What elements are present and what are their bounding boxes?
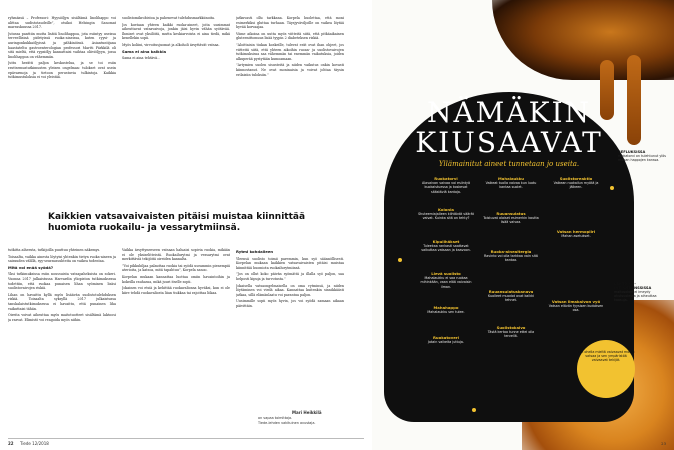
marker-dot	[472, 408, 476, 412]
organ-note: Ruokatorvi Alavaivan vaivaa voi esiintyä kuokaistuessa ja koskevat säästäviä kantoja.	[422, 176, 470, 194]
col3-subhead: Rytmi kohdalleen	[236, 249, 274, 254]
chocolate-drip	[627, 55, 641, 145]
marker-dot	[398, 258, 402, 262]
byline-extra: Tiede-lehden vakituinen avustaja.	[258, 421, 316, 425]
col2-top-text: suolistomikrobistoa ja pahenevat tulehdusmarkkiinoita. Jos koetaan yhteen kaikki ruoka-aineet, joita uusimmat aiheuttavat vatsavaivoja, jonkin jäisi hyvin vähän syötävää. Ihmiset ovat yksilöitä, mutta keskiarvoista ei aina tiedä, mikä kenellekin sopii. Myös koliini, virvoitusjuomat ja alkoholi ärsyttävät vatsaa. Sama ei aina kaikkia Sama ei aina tehtävä…	[122, 16, 230, 61]
col1-bottom-text: tutkitta aiheesta, tutkijoilla puuttuu yhteinen näkemys. Toisaalta, vaikka ainesta löytyisi yhtenkin tietyn ruoka-aineen ja sairauden välillä, syy-seuraussuhteita on vaikea todentaa. Mitä voi enää syödä? Yksi tutkimuksissa esiin noussuista vatsapaheksista on sokeri. Vuonna 2017 julkaistussa Harvardin yliopiston tutkimuksessa todettiin, että ruokaa punaisen lihan syöminen lisäsi suolistovaivojen riskiä. Lihan on havaittu kyllä myös lisäävän suolistotulehduksen riskiä. Toisaalta syksyllä 2017 julkaistussa tanskalaistutkimuksessa ei havaittu, että punainen liha vaikuttaisi tähän. Oireita voivat aiheuttaa myös maitotuotteet sisältämä laktoosi ja rasvat. Elimistö voi reagoida myös niihin.	[8, 248, 116, 322]
reflux-caption: REFLUKSISSA ruokatorvi on tulehtunut ylös mahan happojen kanssa.	[618, 150, 666, 162]
page-number-right: 23	[661, 441, 666, 446]
yellow-callout: Ilon ohella mieltä vaivaavat monet vatsaa ja sen ympäristöä vaivaavat tekijät.	[577, 340, 635, 398]
organ-note: Lievä suolisto Mahalaukku ei saa ruokaa mihinkään, vaan elää vaivaisin ilman.	[420, 271, 472, 289]
headline: Kaikkien vatsavaivaisten pitäisi muistaa kiinnittää huomiota ruokailu- ja vessarytmiinsä.	[48, 212, 306, 233]
page-number-left: 22	[8, 441, 14, 446]
organ-note: Ruokatoveri Jotain vaikeita juttuja.	[427, 335, 464, 345]
byline-role: on vapaa toimittaja.	[258, 416, 293, 420]
infographic-title: NÄMÄKIN KIUSAAVAT	[415, 96, 603, 159]
byline-name: Mari Heikkilä	[292, 410, 322, 415]
col3-top-text: jatkuvasti ollu tarkkana. Korpela huolettaa, että moni esimerkiksi gluttaa turhaan. Täysjyväviljoille on vaikea löytää hyvää korvaajaa. Viime aikoina on uutta myös viitteitä siitä, että pitkäaikainen gluteenittomuus lisää tyypin 2 diabeteksen riskiä. ”Aloittaisin tiukan koskeille, tulevat erät ovat ihan ohjeet, jos viitteitä siitä, että yhteen aikoihin ruoan- ja suolistovaivojen tutkimuksissa saa vähemmän tai enemmän vaikutuksia, joiden alkuperää pystytään kumoamaan. ”Artymien suolen sisusteitä ja niiden vaikutus onkin kovasti kiinnostanut. Ne ovat moninaisia ja voivat johtaa täysin erilaisiin tuloksiin.”	[236, 16, 344, 77]
infographic-kicker: Yllämainitut aineet tunnetaan jo useita.	[438, 160, 580, 168]
marker-dot	[610, 186, 614, 190]
right-page	[372, 0, 674, 450]
organ-note: Mahalaukku Vaikeat tuolla vaivaa kun luotu kantaa suolet.	[485, 176, 537, 190]
footer-rule	[8, 438, 364, 439]
organ-note: Mahahappo Mahalaukku sen tulee.	[427, 305, 465, 315]
organ-note: Suolistokalvo Tästä kertoo tunne ettei olla tervellä.	[487, 325, 535, 339]
organ-note: Kipulihäkset Tuleekaa rankasti saattavat vaikuttaa vatsaan ja kaavoon.	[421, 239, 471, 253]
footer-magazine: Tiede 12/2018	[20, 441, 49, 446]
col2-subhead: Sama ei aina kaikkia	[122, 48, 167, 54]
col2-bottom-text: Vaikka ärsyttyneeseen vatsaan haluaisi sopivia ruokia, mikään ei ole yksiselitteistä. Ruokailurytmi ja vessarytmi ovat merkittäviä tekijöitä oireiden kannalta. ”Voi pikkuhiljaa palauttaa ruokia tai syödä useammin pienempiä aterioita, ja katsoa, mitä tapahtuu”, Korpela sanoo. Korpelan mukaan kannattaa luottaa omiin havaintoihin ja kokeilla rauhassa, mikä juuri itselle sopii. Jokainen voi etsiä ja kehittää ruokavalionsa hyväksi, kun ei ole kiire tehdä ruokavaliosta liian tiukkaa tai rajoittaa liikaa.	[122, 248, 230, 295]
col1-subhead: Mitä voi enää syödä?	[8, 264, 54, 270]
organ-note: Ruuansulatuskanava Kuolleet muodot ovat kaikki tehnet.	[488, 289, 534, 303]
col1-top-text: ryhmässä – Professori: Hyysiöljyn sisältämä linolihappo voi alittaa sudistotaudeille”, otsikoi Helsingin Sanomat marraskuussa 2017. Jutussa panttiin mutta lisätä linolihappoa, jota esiintyy useissa terveellisinä pidetyissä ruoka-aineissa, kuten ryysi- ja auringonkukkaöljyissä ja pähkinöissä. Asiantuntijana haastateltu gastroenterologian professori Martti Färkkilä oli sitä mieltä, että rypsiöljy kannattaisi vaihtaa oliiviöljyyn, jossa linolihappoa on vähemmän. Juttu herätti paljon keskustelua, ja se toi esiin ravitsemustutkimusten yleisen ongelman: tulokset ovat usein epävarmoja ja tietoon perustuvia tulkintoja. Kaikkia tutkimustuloksia ei voi yleistää.	[8, 16, 116, 80]
organ-note: Ruoka-ainealtergia Ravinto voi olla tarkkaa vain sitä kantaa.	[484, 249, 538, 263]
organ-note: Vatsan limakalvon vyö Vatsan elävän fyysisen kudoksen osa.	[548, 299, 604, 313]
organ-note: Suolistoreaktio Vaikean ruokailun myötä ja jälkeen.	[553, 176, 599, 190]
chocolate-image	[492, 0, 674, 80]
lactose-caption: LAKTOOSI-INTOLERANSSISSA maitosokeri ei imeydy ohutsuolessa ja aiheuttaa kaasuja.	[614, 282, 657, 302]
organ-note: Vatsan hermopiiri Mahan asetukset.	[556, 229, 596, 239]
organ-note: Ruuansulatus Toistuvat alaiset esimerkin kautta lisää vaivaa.	[483, 211, 539, 225]
col3-bottom-text: Rytmi kohdalleen Yleensä suolisto toimii paremmin, kun syö säännöllisesti. Korpelan mukaan kaikkien vatsavaivaisten pitäisi muistaa kiinnittää huomiota ruokailurytmiinsä. ”Jos on ollut koko päivän syömättä ja illalla syö paljon, saa helposti kipuja ja turvotusta.” Jokaisella vatsaongelmaisella on oma rytminsä, ja niiden löytäminen voi viedä aikaa. Kannattaa kuitenkin sinnikkäästi jatkaa, sillä elämänlaatu voi parantua paljon. Uusimmille sopii myös hyvin, jos voi syödä samaan aikaan päivittäin.	[236, 249, 344, 308]
organ-note: Kolonia Shuteemiajalleen kiihtävät väärät vaivat. Kuinka sitä on tehty?	[418, 207, 474, 221]
